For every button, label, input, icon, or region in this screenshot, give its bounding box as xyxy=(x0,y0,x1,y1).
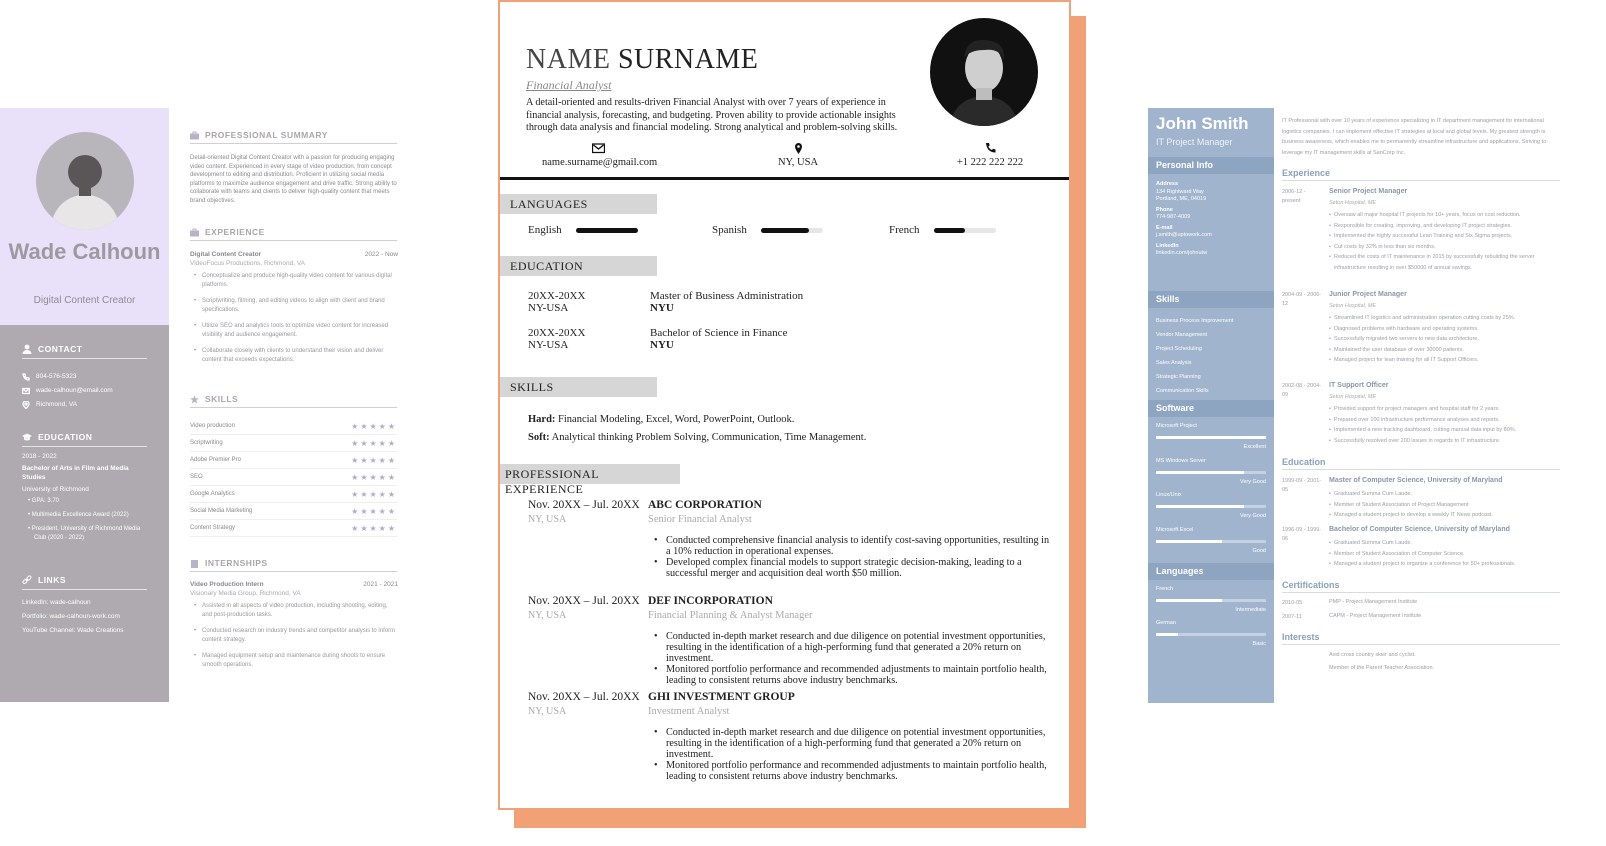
resume-wade-calhoun xyxy=(0,108,410,708)
experience-heading: EXPERIENCE xyxy=(190,227,397,241)
briefcase-icon xyxy=(190,131,199,140)
job-bullet: • Conceptualize and produce high-quality video content for various digital platforms. xyxy=(190,272,398,289)
internship-dates: 2021 - 2021 xyxy=(363,581,398,588)
job-company: ABC CORPORATION xyxy=(648,499,762,511)
job-bullet: • Successfully migrated two servers to new data architecture. xyxy=(1329,334,1559,345)
languages-heading: LANGUAGES xyxy=(500,194,657,214)
job-bullet: • Conducted comprehensive financial analysis to identify cost-saving opportunities, resulting in a 10% reduction in operational expenses. xyxy=(660,535,1050,557)
education-school: University of Richmond xyxy=(22,486,89,493)
skill-row: Video production ★★★★★ xyxy=(190,418,397,435)
job-dates: Nov. 20XX – Jul. 20XX xyxy=(528,691,640,703)
language-level-bar xyxy=(934,228,996,233)
skill-item: Sales Analysis xyxy=(1156,360,1192,366)
rating-stars-icon: ★★★★★ xyxy=(351,506,397,516)
experience-heading: Experience xyxy=(1282,168,1560,181)
skill-row: Adobe Premier Pro ★★★★★ xyxy=(190,452,397,469)
contact-phone: 804-576-5323 xyxy=(36,373,77,380)
job-location: NY, USA xyxy=(528,514,567,525)
education-bullet: • Multimedia Excellence Award (2022) xyxy=(28,512,129,518)
education-bullet: • Member of Student Association of Computer Science. xyxy=(1329,549,1559,560)
job-role: Financial Planning & Analyst Manager xyxy=(648,610,813,621)
rating-stars-icon: ★★★★★ xyxy=(351,523,397,533)
job-title: Junior Project Manager xyxy=(1329,291,1407,298)
candidate-name: Wade Calhoun xyxy=(8,239,161,264)
job-dates: Nov. 20XX – Jul. 20XX xyxy=(528,595,640,607)
skill-row: Google Analytics ★★★★★ xyxy=(190,486,397,503)
rating-stars-icon: ★★★★★ xyxy=(351,421,397,431)
education-heading: EDUCATION xyxy=(500,256,657,276)
job-bullet: • Oversaw all major hospital IT projects for 10+ years, focus on cost reduction. xyxy=(1329,210,1559,221)
software-heading: Software xyxy=(1148,400,1274,417)
contact-phone: +1 222 222 222 xyxy=(940,142,1040,168)
education-bullet: • President, University of Richmond Media Club (2020 - 2022) xyxy=(28,526,141,541)
job-bullet: • Conducted in-depth market research and due diligence on potential investment opportunities, resulting in the identification of a high-performing fund that generated a 20% return on investment. xyxy=(660,631,1050,664)
languages-heading: Languages xyxy=(1148,563,1274,580)
internships-heading: INTERNSHIPS xyxy=(190,558,397,572)
job-bullet: • Provided support for project managers and hospital staff for 2 years. xyxy=(1329,404,1559,415)
education-heading: Education xyxy=(1282,457,1560,470)
contact-location: NY, USA xyxy=(758,142,838,168)
job-bullet: • Collaborate closely with clients to understand their vision and deliver content that exceeds expectations. xyxy=(190,347,398,364)
experience-heading: PROFESSIONAL EXPERIENCE xyxy=(500,464,680,484)
software-level-label: Good xyxy=(1252,548,1266,554)
job-bullet: • Prepared over 100 infrastructure performance analyses and reports. xyxy=(1329,415,1559,426)
job-location: NY, USA xyxy=(528,706,567,717)
hard-skills: Hard: Financial Modeling, Excel, Word, PowerPoint, Outlook. xyxy=(528,414,795,425)
job-role: Investment Analyst xyxy=(648,706,730,717)
profile-photo xyxy=(36,132,134,230)
rating-stars-icon: ★★★★★ xyxy=(351,455,397,465)
job-dates: 2022 - Now xyxy=(364,251,398,258)
candidate-role: Digital Content Creator xyxy=(33,295,136,306)
job-bullet: • Developed complex financial models to support strategic decision-making, leading to a successful merger and acquisition deal worth $50 million. xyxy=(660,557,1050,579)
job-entry xyxy=(528,691,1048,781)
language-french: French xyxy=(889,224,996,236)
language-english: English xyxy=(528,224,638,236)
skills-list xyxy=(1156,314,1268,398)
job-title: IT Support Officer xyxy=(1329,382,1389,389)
phone-icon xyxy=(22,373,30,381)
language-name: German xyxy=(1156,620,1176,626)
job-company: DEF INCORPORATION xyxy=(648,595,773,607)
language-level-bar xyxy=(1156,633,1266,636)
job-bullet: • Conducted in-depth market research and due diligence on potential investment opportunities, resulting in the identification of a high-performing fund that generated a 20% return on investment. xyxy=(660,727,1050,760)
education-bullet: • Graduated Summa Cum Laude. xyxy=(1329,489,1559,500)
degree-title: Bachelor of Computer Science, University of Maryland xyxy=(1329,526,1510,533)
language-name: French xyxy=(1156,586,1174,592)
job-bullet: • Monitored portfolio performance and recommended adjustments to maintain portfolio health, leading to consistent returns above industry benchmarks. xyxy=(660,760,1050,782)
software-level-bar xyxy=(1156,471,1266,474)
internship-entry xyxy=(190,581,398,677)
skill-item: Strategic Planning xyxy=(1156,374,1201,380)
internship-bullet: • Assisted in all aspects of video production, including shooting, editing, and post-production tasks. xyxy=(190,602,398,619)
language-level-bar xyxy=(1156,599,1266,602)
job-bullet: • Implemented a new tracking dashboard, cutting manual data input by 80%. xyxy=(1329,425,1559,436)
language-level-bar xyxy=(761,228,823,233)
candidate-title: Financial Analyst xyxy=(526,78,612,92)
skill-row: SEO ★★★★★ xyxy=(190,469,397,486)
job-role: Senior Financial Analyst xyxy=(648,514,752,525)
job-bullet: • Diagnosed problems with hardware and operating systems. xyxy=(1329,324,1559,335)
candidate-name: John Smith xyxy=(1156,114,1249,133)
job-company: GHI INVESTMENT GROUP xyxy=(648,691,795,703)
job-bullet: • Streamlined IT logistics and administration operation cutting costs by 25%. xyxy=(1329,313,1559,324)
degree-name: Bachelor of Science in Finance xyxy=(650,327,788,339)
internship-company: Visionary Media Group, Richmond, VA xyxy=(190,590,301,597)
software-level-label: Very Good xyxy=(1240,479,1266,485)
language-spanish: Spanish xyxy=(712,224,823,236)
job-bullet: • Cut costs by 32% in less than six months. xyxy=(1329,242,1559,253)
job-title: Senior Project Manager xyxy=(1329,188,1408,195)
skill-row: Social Media Marketing ★★★★★ xyxy=(190,503,397,520)
degree-title: Master of Computer Science, University of Maryland xyxy=(1329,477,1503,484)
job-bullet: • Utilize SEO and analytics tools to optimize video content for increased visibility and audience engagement. xyxy=(190,322,398,339)
software-name: Linux/Unix xyxy=(1156,492,1182,498)
skill-item: Project Scheduling xyxy=(1156,346,1202,352)
education-bullet: • Member of Student Association of Project Management xyxy=(1329,500,1559,511)
job-bullet: • Implemented the highly successful Lean Training and Six Sigma projects. xyxy=(1329,231,1559,242)
job-entry xyxy=(528,499,1048,589)
summary-text: Detail-oriented Digital Content Creator with a passion for producing engaging video content. Experienced in every stage of video production, from concept development to editing and distribution. Proficient in utilizing social media platforms to maximize audience engagement and drive traffic. Strong ability to collaborate with teams and clients to deliver high-quality content that meets brand objectives. xyxy=(190,155,397,204)
personal-info-heading: Personal Info xyxy=(1148,157,1274,174)
skill-row: Content Strategy ★★★★★ xyxy=(190,520,397,537)
job-place: Seton Hospital, ME xyxy=(1329,303,1377,309)
job-bullet: • Maintained the user database of over 30000 patients. xyxy=(1329,345,1559,356)
skill-item: Vendor Management xyxy=(1156,332,1208,338)
job-bullet: • Reduced the costs of IT maintenance in 2015 by successfully rebuilding the server infrastructure resulting in over $50000 of annual savings. xyxy=(1329,252,1559,273)
left-header-block xyxy=(0,108,169,325)
job-entry xyxy=(528,595,1048,685)
education-bullet: • Managed a student project to develop a weekly IT News podcast. xyxy=(1329,510,1559,521)
software-name: MS Windows Server xyxy=(1156,458,1206,464)
education-bullet: • Managed a student project to organize a conference for 50+ professionals. xyxy=(1329,559,1559,570)
job-bullet: • Scriptwriting, filming, and editing videos to align with client and brand specifications. xyxy=(190,297,398,314)
skills-heading: SKILLS xyxy=(190,394,397,408)
job-bullet: • Successfully resolved over 200 issues in regards to IT infrastructure. xyxy=(1329,436,1559,447)
experience-entry xyxy=(190,251,398,372)
software-name: Microsoft Project xyxy=(1156,423,1197,429)
job-location: NY, USA xyxy=(528,610,567,621)
summary-heading: PROFESSIONAL SUMMARY xyxy=(190,130,397,144)
job-title: Digital Content Creator xyxy=(190,251,262,258)
summary-text: A detail-oriented and results-driven Financial Analyst with over 7 years of experience in financial analysis, forecasting, and budgeting. Proven ability to provide actionable insights through data analysis and financial modeling. Strong analytical and problem-solving skills. xyxy=(526,97,898,133)
internship-bullet: • Conducted research on industry trends and competitor analysis to inform content strategy. xyxy=(190,627,398,644)
job-dates: Nov. 20XX – Jul. 20XX xyxy=(528,499,640,511)
links-list xyxy=(22,596,124,638)
education-entry: 20XX-20XX NY-USA Master of Business Administration NYU xyxy=(528,290,585,314)
rating-stars-icon: ★★★★★ xyxy=(351,438,397,448)
skills-heading: Skills xyxy=(1148,291,1274,308)
software-name: Microsoft Excel xyxy=(1156,527,1194,533)
contact-list xyxy=(22,370,113,412)
education-bullet: • GPA: 3.70 xyxy=(28,498,60,504)
language-level-label: Basic xyxy=(1252,641,1266,647)
phone-icon xyxy=(984,142,997,154)
language-level-label: Intermediate xyxy=(1235,607,1266,613)
interests-heading: Interests xyxy=(1282,632,1560,645)
skill-item: Communication Skills xyxy=(1156,388,1209,394)
education-bullet: • Graduated Summa Cum Laude. xyxy=(1329,538,1559,549)
education-entry xyxy=(22,452,150,543)
software-level-label: Excellent xyxy=(1243,444,1266,450)
job-bullet: • Responsible for creating, improving, and developing IT project strategies. xyxy=(1329,221,1559,232)
header-divider xyxy=(500,177,1069,180)
star-icon xyxy=(190,395,199,404)
right-sidebar xyxy=(1148,108,1274,703)
certifications-heading: Certifications xyxy=(1282,580,1560,593)
location-icon xyxy=(22,401,30,409)
software-level-bar xyxy=(1156,505,1266,508)
school-name: NYU xyxy=(650,339,674,351)
resume-name-surname xyxy=(498,0,1071,810)
mail-icon xyxy=(22,387,30,395)
education-entry: 20XX-20XX NY-USA Bachelor of Science in Finance NYU xyxy=(528,327,585,351)
link-portfolio[interactable]: Portfolio: wade-calhoun-work.com xyxy=(22,613,120,620)
software-level-bar xyxy=(1156,540,1266,543)
job-bullet: • Managed project for lean training for all IT Support Officers. xyxy=(1329,355,1559,366)
job-place: Seton Hospital, ME xyxy=(1329,200,1377,206)
software-level-bar xyxy=(1156,436,1266,439)
graduation-cap-icon xyxy=(22,432,32,442)
skills-list xyxy=(190,418,397,537)
degree-name: Master of Business Administration xyxy=(650,290,804,302)
contact-email[interactable]: wade-calhoun@email.com xyxy=(36,387,113,394)
location-pin-icon xyxy=(792,142,805,154)
job-place: Seton Hospital, ME xyxy=(1329,394,1377,400)
person-icon xyxy=(22,344,32,354)
links-heading: LINKS xyxy=(22,575,147,590)
email-link[interactable]: j.smith@uptowork.com xyxy=(1156,232,1212,238)
profile-photo xyxy=(930,18,1038,126)
education-heading: EDUCATION xyxy=(22,432,147,447)
school-name: NYU xyxy=(650,302,674,314)
job-bullet: • Monitored portfolio performance and recommended adjustments to maintain portfolio health, leading to consistent returns above industry benchmarks. xyxy=(660,664,1050,686)
linkedin-link[interactable]: linkedin.com/johnutw xyxy=(1156,250,1208,256)
building-icon xyxy=(190,559,199,568)
contact-heading: CONTACT xyxy=(22,344,147,359)
job-company: VideoFocus Productions, Richmond, VA xyxy=(190,260,306,267)
internship-bullet: • Managed equipment setup and maintenance during shoots to ensure smooth operations. xyxy=(190,652,398,669)
link-icon xyxy=(22,575,32,585)
skills-heading: SKILLS xyxy=(500,377,657,397)
summary-text: IT Professional with over 10 years of experience specializing in IT department management for international logistics companies. I can implement effective IT strategies at local and global levels. My greatest strength is business awareness, which enables me to permanently streamline infrastructure and applications. Striving to leverage my IT management skills at SanCorp Inc. xyxy=(1282,118,1547,156)
briefcase-icon xyxy=(190,228,199,237)
internship-title: Video Production Intern xyxy=(190,581,264,588)
candidate-name: NAME SURNAME xyxy=(526,44,759,75)
candidate-role: IT Project Manager xyxy=(1156,137,1233,147)
personal-info: Address 134 Rightward Way Portland, ME, 04019 Phone 774-987-4009 E-mail j.smith@uptowork.com LinkedIn linkedin.com/johnutw xyxy=(1156,178,1268,258)
education-dates: 2018 - 2022 xyxy=(22,453,57,460)
rating-stars-icon: ★★★★★ xyxy=(351,472,397,482)
education-degree: Bachelor of Arts in Film and Media Studies xyxy=(22,465,129,481)
contact-location: Richmond, VA xyxy=(36,401,78,408)
language-level-bar xyxy=(576,228,638,233)
left-sidebar xyxy=(0,108,169,702)
skill-row: Scriptwriting ★★★★★ xyxy=(190,435,397,452)
skill-item: Business Process Improvement xyxy=(1156,318,1234,324)
rating-stars-icon: ★★★★★ xyxy=(351,489,397,499)
mail-icon xyxy=(592,142,605,154)
link-linkedin[interactable]: LinkedIn: wade-calhoun xyxy=(22,599,91,606)
link-youtube[interactable]: YouTube Channel: Wade Creations xyxy=(22,627,124,634)
software-level-label: Very Good xyxy=(1240,513,1266,519)
contact-email[interactable]: name.surname@gmail.com xyxy=(542,142,654,168)
soft-skills: Soft: Analytical thinking Problem Solving, Communication, Time Management. xyxy=(528,432,867,443)
